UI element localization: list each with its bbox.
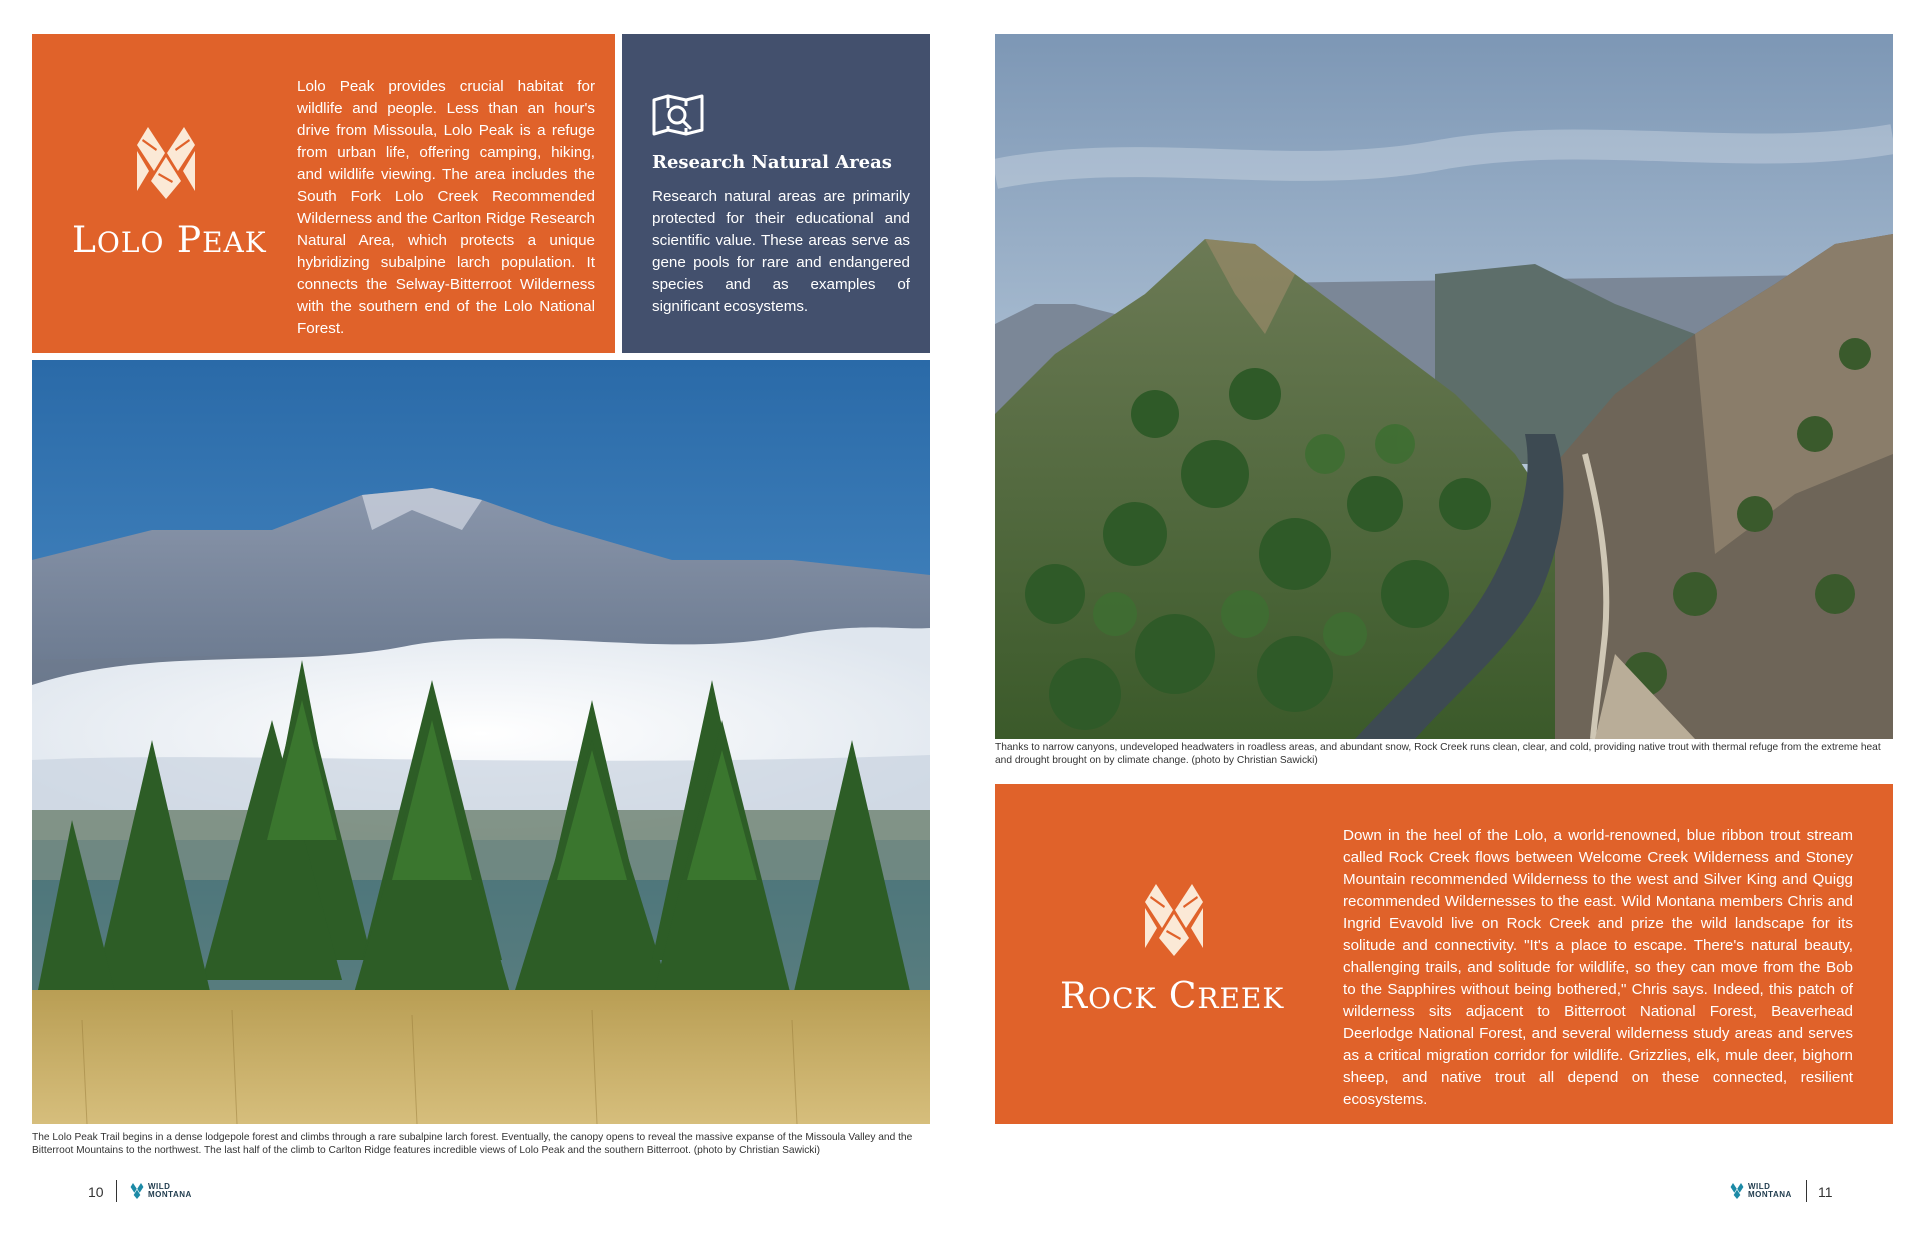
title-rest: REEK: [1197, 982, 1285, 1015]
map-search-icon: [652, 94, 704, 136]
rock-creek-description: Down in the heel of the Lolo, a world-renowned, blue ribbon trout stream called Rock Creek flows between Welcome Creek Wilderness and Stoney Mountain recommended Wilderness to the west and Silver King and Quigg recommended Wildernesses to the east. Wild Montana members Chris and Ingrid Evavold live on Rock Creek and prize the wild landscape for its solitude and connectivity. "It's a place to escape. There's natural beauty, challenging trails, and solitude for wildlife, so they can move from the Bob to the Sapphires without being bothered," Chris says. Indeed, this patch of wilderness sits adjacent to Bitterroot National Forest, Beaverhead Deerlodge National Forest, and several wilderness study areas and serves as a critical migration corridor for wildlife. Grizzlies, elk, mule deer, bighorn sheep, and native trout all depend on these connected, resilient ecosystems.: [1343, 827, 1853, 1108]
wild-montana-mark-icon: [135, 127, 197, 199]
wild-montana-logo: [1730, 1183, 1792, 1199]
title-initial: L: [72, 220, 97, 261]
wordmark-line: MONTANA: [148, 1190, 192, 1199]
wild-montana-wordmark: [1748, 1183, 1792, 1199]
lolo-peak-photo-caption: The Lolo Peak Trail begins in a dense lodgepole forest and climbs through a rare subalpine larch forest. Eventually, the canopy opens to reveal the massive expanse of the Missoula Valley and the Bitterroot Mountains to the northwest. The last half of the climb to Carlton Ridge features incredible views of Lolo Peak and the southern Bitterroot. (photo by Christian Sawicki): [32, 1132, 913, 1156]
wordmark-line: MONTANA: [1748, 1190, 1792, 1199]
page-number: 10: [88, 1184, 104, 1200]
title-initial: C: [1168, 976, 1198, 1017]
lolo-peak-photo: [32, 360, 930, 1124]
wild-montana-logo: [130, 1183, 192, 1199]
rock-creek-photo: [995, 34, 1893, 739]
wild-montana-logo-icon: [130, 1183, 144, 1199]
title-initial: P: [176, 220, 203, 261]
page-number: 11: [1818, 1184, 1833, 1200]
wordmark-line: WILD: [148, 1182, 171, 1191]
wild-montana-mark-icon: [1143, 884, 1205, 956]
title-initial: R: [1060, 976, 1089, 1017]
lolo-peak-description: Lolo Peak provides crucial habitat for wildlife and people. Less than an hour's drive from Missoula, Lolo Peak is a refuge from urban life, offering camping, hiking, and wildlife viewing. The area includes the South Fork Lolo Creek Recommended Wilderness and the Carlton Ridge Research Natural Area, which protects a unique hybridizing subalpine larch population. It connects the Selway-Bitterroot Wilderness with the southern end of the Lolo National Forest.: [297, 78, 595, 337]
rock-creek-title: [1060, 976, 1284, 1017]
footer-divider: [1806, 1180, 1807, 1202]
wild-montana-wordmark: [148, 1183, 192, 1199]
research-title: Research Natural Areas: [652, 152, 892, 173]
title-rest: OLO: [96, 226, 165, 259]
wild-montana-logo-icon: [1730, 1183, 1744, 1199]
research-description: Research natural areas are primarily protected for their educational and scientific value. These areas serve as gene pools for rare and endangered species and as examples of significant ecosystems.: [652, 188, 910, 315]
footer-divider: [116, 1180, 117, 1202]
rock-creek-photo-caption: Thanks to narrow canyons, undeveloped headwaters in roadless areas, and abundant snow, Rock Creek runs clean, clear, and cold, providing native trout with thermal refuge from the extreme heat and drought brought on by climate change. (photo by Christian Sawicki): [995, 742, 1881, 766]
title-rest: EAK: [202, 226, 267, 259]
wordmark-line: WILD: [1748, 1182, 1771, 1191]
lolo-peak-title: [72, 220, 267, 261]
title-rest: OCK: [1088, 982, 1157, 1015]
